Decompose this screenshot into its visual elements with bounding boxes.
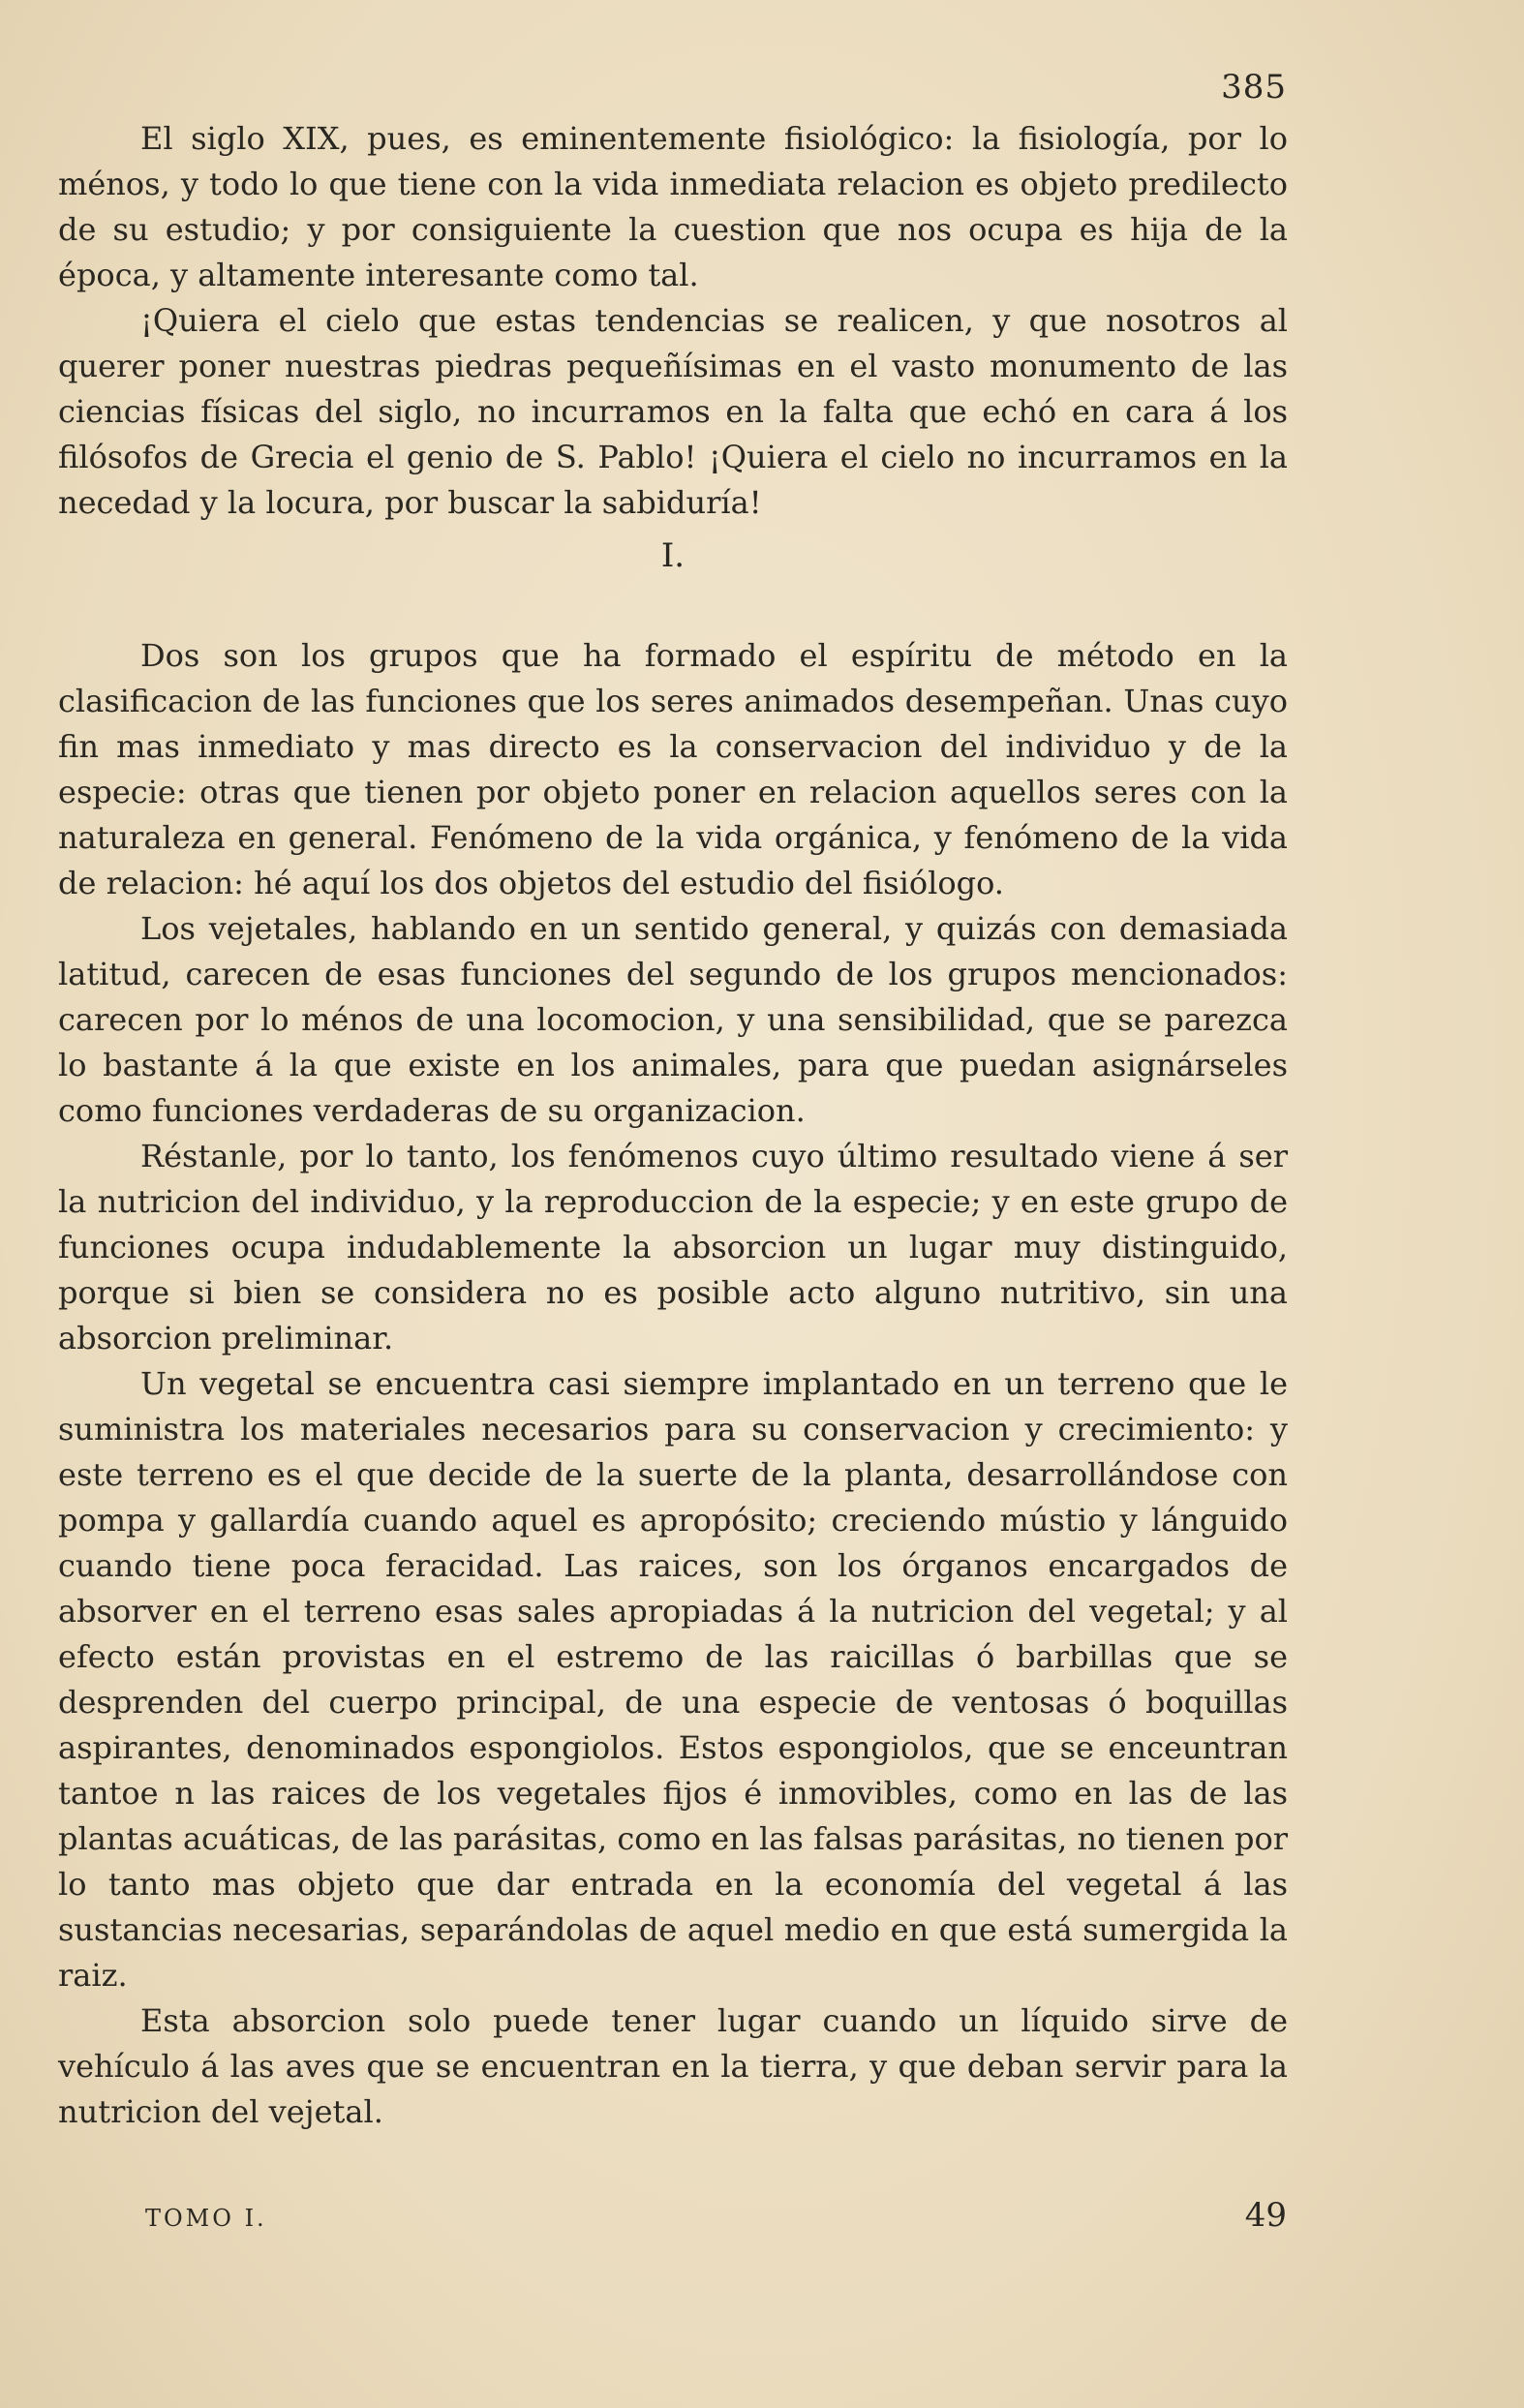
section-spacer xyxy=(58,608,1288,633)
section-numeral: I. xyxy=(660,536,686,575)
page-body xyxy=(58,116,1288,2135)
paragraph: Esta absorcion solo puede tener lugar cuando un líquido sirve de vehículo á las aves que se encuentran en la tierra, y que deban servir para la nutricion del vejetal. xyxy=(58,2002,1288,2130)
paragraph: Los vejetales, hablando en un sentido general, y quizás con demasiada latitud, carecen de esas funciones del segundo de los grupos mencionados: carecen por lo ménos de una locomocion, y una sensibilidad, que se parezca lo bastante á la que existe en los animales, para que puedan asignárseles como funciones verdaderas de su organizacion. xyxy=(58,910,1288,1129)
volume-label: TOMO I. xyxy=(145,2205,267,2232)
paragraph: Réstanle, por lo tanto, los fenómenos cuyo último resultado viene á ser la nutricion del individuo, y la reproduccion de la especie; y en este grupo de funciones ocupa indudablemente la absorcion un lugar muy distinguido, porque si bien se considera no es posible acto alguno nutritivo, sin una absorcion preliminar. xyxy=(58,1138,1288,1356)
signature-mark: 49 xyxy=(1244,2196,1287,2235)
paragraph: ¡Quiera el cielo que estas tendencias se realicen, y que nosotros al querer poner nuestras piedras pequeñísimas en el vasto monumento de las ciencias físicas del siglo, no incurramos en la falta que echó en cara á los filósofos de Grecia el genio de S. Pablo! ¡Quiera el cielo no incurramos en la necedad y la locura, por buscar la sabiduría! xyxy=(58,302,1288,521)
paragraph: Dos son los grupos que ha formado el espíritu de método en la clasificacion de las funciones que los seres animados desempeñan. Unas cuyo fin mas inmediato y mas directo es la conservacion del individuo y de la especie: otras que tienen por objeto poner en relacion aquellos seres con la naturaleza en general. Fenómeno de la vida orgánica, y fenómeno de la vida de relacion: hé aquí los dos objetos del estudio del fisiólogo. xyxy=(58,637,1288,901)
paragraph: Un vegetal se encuentra casi siempre implantado en un terreno que le suministra los materiales necesarios para su conservacion y crecimiento: y este terreno es el que decide de la suerte de la planta, desarrollándose con pompa y gallardía cuando aquel es apropósito; creciendo mústio y lánguido cuando tiene poca feracidad. Las raices, son los órganos encargados de absorver en el terreno esas sales apropiadas á la nutricion del vegetal; y al efecto están provistas en el estremo de las raicillas ó barbillas que se desprenden del cuerpo principal, de una especie de ventosas ó boquillas aspirantes, denominados espongiolos. Estos espongiolos, que se enceuntran tantoe n las raices de los vegetales fijos é inmovibles, como en las de las plantas acuáticas, de las parásitas, como en las falsas parásitas, no tienen por lo tanto mas objeto que dar entrada en la economía del vegetal á las sustancias necesarias, separándolas de aquel medio en que está sumergida la raiz. xyxy=(58,1365,1288,1994)
paragraph: El siglo XIX, pues, es eminentemente fisiológico: la fisiología, por lo ménos, y todo lo que tiene con la vida inmediata relacion es objeto predilecto de su estudio; y por consiguiente la cuestion que nos ocupa es hija de la época, y altamente interesante como tal. xyxy=(58,120,1288,293)
page-number: 385 xyxy=(1221,68,1287,107)
page-footer xyxy=(145,2196,1287,2235)
